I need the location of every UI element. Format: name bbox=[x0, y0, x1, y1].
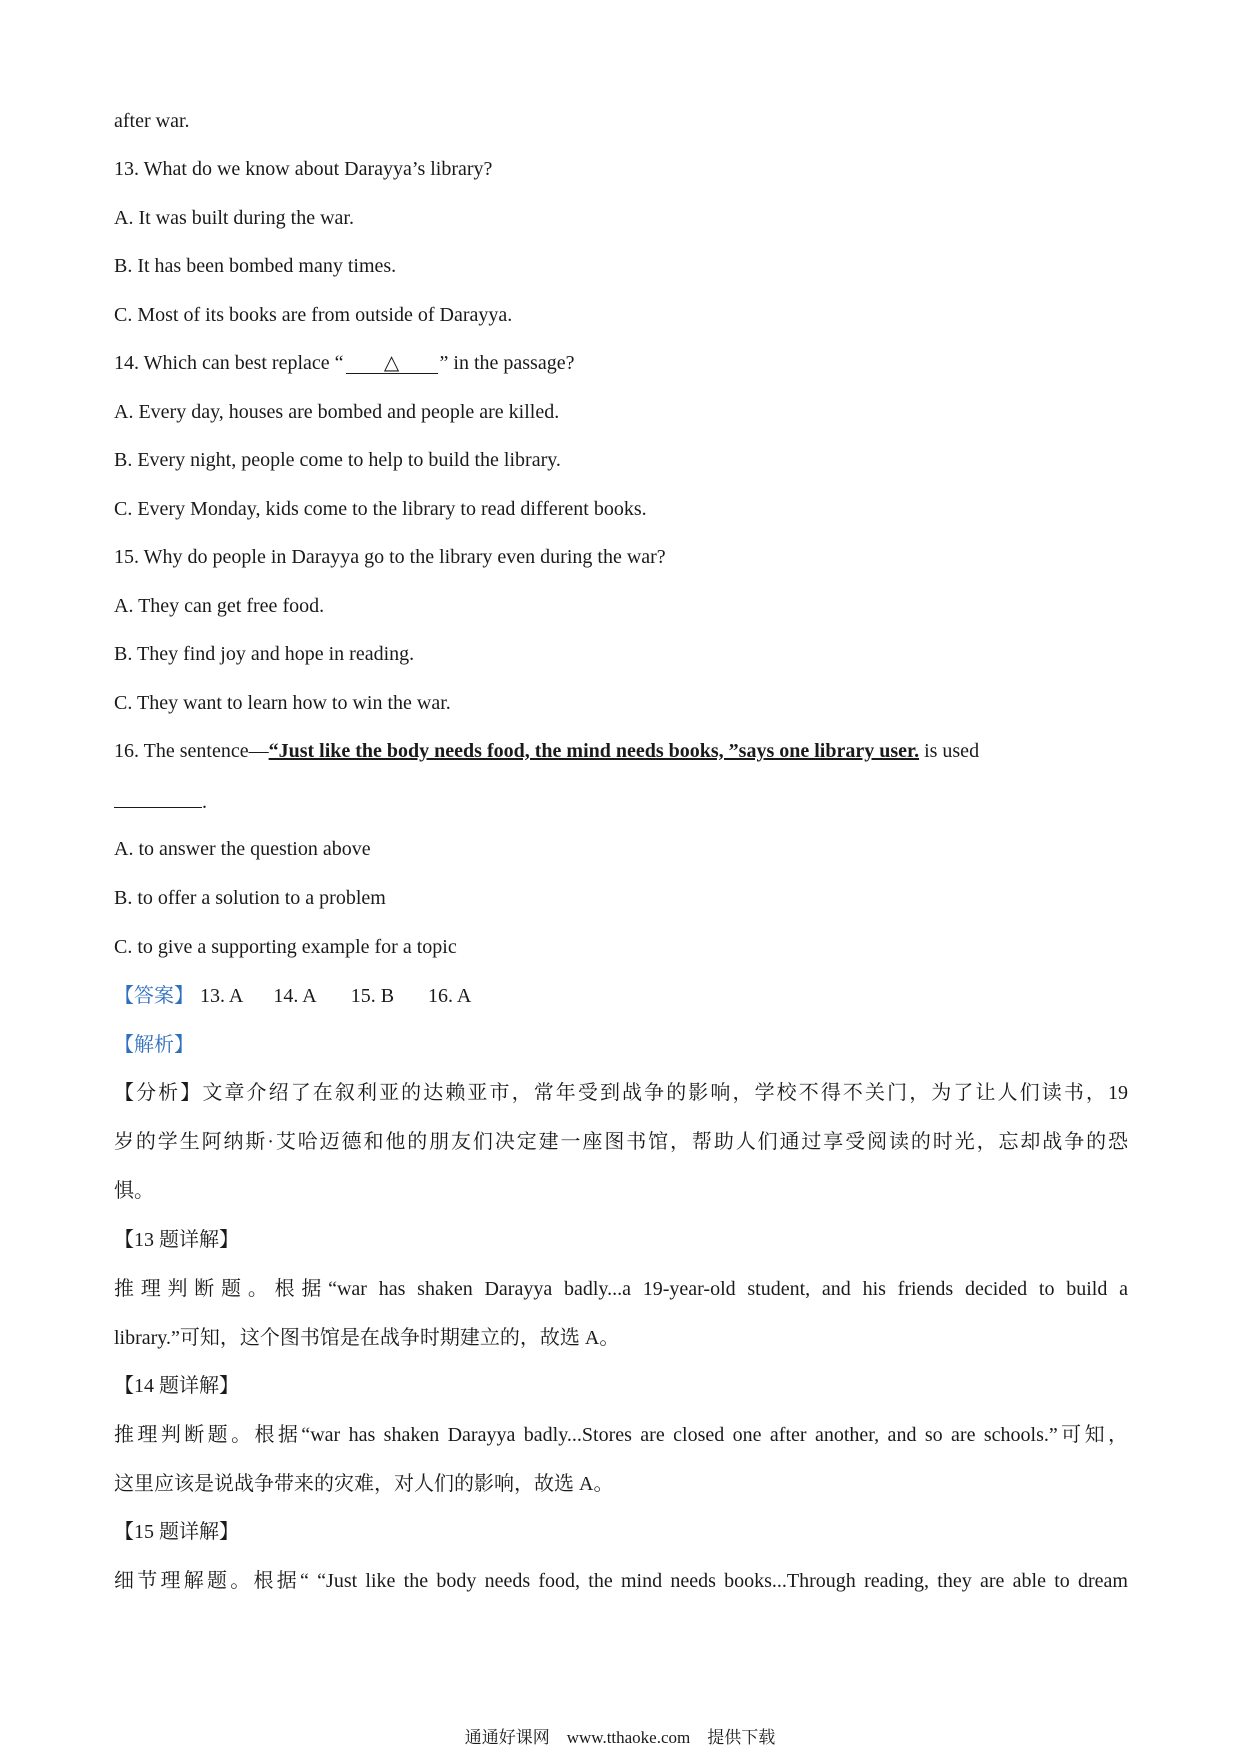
option-16-b: B. to offer a solution to a problem bbox=[114, 887, 386, 909]
question-16-period: . bbox=[202, 791, 207, 813]
answer-tag: 【答案】 bbox=[114, 985, 194, 1007]
question-16-blank-line bbox=[114, 787, 207, 815]
analysis-tag-text: 【解析】 bbox=[114, 1034, 194, 1056]
question-14-prefix: 14. Which can best replace “ bbox=[114, 352, 344, 374]
question-16-suffix: is used bbox=[919, 740, 980, 762]
option-13-a: A. It was built during the war. bbox=[114, 207, 354, 229]
option-16-a: A. to answer the question above bbox=[114, 838, 371, 860]
option-16-c: C. to give a supporting example for a topic bbox=[114, 936, 457, 958]
detail-14-heading: 【14 题详解】 bbox=[114, 1375, 239, 1397]
answer-13: 13. A bbox=[200, 985, 244, 1007]
question-15: 15. Why do people in Darayya go to the library even during the war? bbox=[114, 546, 666, 568]
option-14-c: C. Every Monday, kids come to the library to read different books. bbox=[114, 498, 647, 520]
question-16-prefix: 16. The sentence— bbox=[114, 740, 269, 762]
answer-14: 14. A bbox=[273, 985, 317, 1007]
question-16-quote: “Just like the body needs food, the mind needs books, ”says one library user. bbox=[268, 740, 920, 762]
option-14-a: A. Every day, houses are bombed and people are killed. bbox=[114, 401, 560, 423]
option-13-c: C. Most of its books are from outside of Darayya. bbox=[114, 304, 513, 326]
passage-tail: after war. bbox=[114, 110, 190, 132]
analysis-tag bbox=[114, 1032, 194, 1058]
analysis-paragraph-line-2: 岁的学生阿纳斯·艾哈迈德和他的朋友们决定建一座图书馆，帮助人们通过享受阅读的时光，忘却战争的恐 bbox=[114, 1131, 1128, 1153]
page-footer: 通通好课网 www.tthaoke.com 提供下载 bbox=[464, 1728, 776, 1747]
detail-13-heading: 【13 题详解】 bbox=[114, 1229, 239, 1251]
detail-13-line-2: library.”可知，这个图书馆是在战争时期建立的，故选 A。 bbox=[114, 1327, 620, 1349]
detail-15-heading: 【15 题详解】 bbox=[114, 1521, 239, 1543]
option-15-b: B. They find joy and hope in reading. bbox=[114, 643, 415, 665]
question-16-blank bbox=[114, 787, 202, 808]
answer-line bbox=[114, 983, 471, 1009]
detail-14-line-2: 这里应该是说战争带来的灾难，对人们的影响，故选 A。 bbox=[114, 1473, 614, 1495]
option-14-b: B. Every night, people come to help to build the library. bbox=[114, 449, 561, 471]
answer-15: 15. B bbox=[350, 985, 395, 1007]
question-14 bbox=[114, 350, 574, 376]
analysis-paragraph-line-3: 惧。 bbox=[114, 1180, 154, 1202]
detail-15-line-1: 细节理解题。根据“ “Just like the body needs food, the mind needs books...Through reading, they are able to dream bbox=[114, 1570, 1128, 1592]
question-13: 13. What do we know about Darayya’s library? bbox=[114, 158, 493, 180]
question-16 bbox=[114, 738, 979, 764]
detail-14-line-1: 推理判断题。根据“war has shaken Darayya badly...Stores are closed one after another, and so are schools.”可知， bbox=[114, 1424, 1128, 1446]
option-15-a: A. They can get free food. bbox=[114, 595, 325, 617]
question-14-blank: △ bbox=[346, 353, 438, 374]
question-14-suffix: ” in the passage? bbox=[439, 352, 575, 374]
option-13-b: B. It has been bombed many times. bbox=[114, 255, 397, 277]
detail-13-line-1: 推理判断题。根据“war has shaken Darayya badly...a 19-year-old student, and his friends decided to build a bbox=[114, 1278, 1128, 1300]
analysis-paragraph-line-1: 【分析】文章介绍了在叙利亚的达赖亚市，常年受到战争的影响，学校不得不关门，为了让人们读书，19 bbox=[114, 1082, 1128, 1104]
answer-16: 16. A bbox=[428, 985, 472, 1007]
option-15-c: C. They want to learn how to win the war. bbox=[114, 692, 451, 714]
